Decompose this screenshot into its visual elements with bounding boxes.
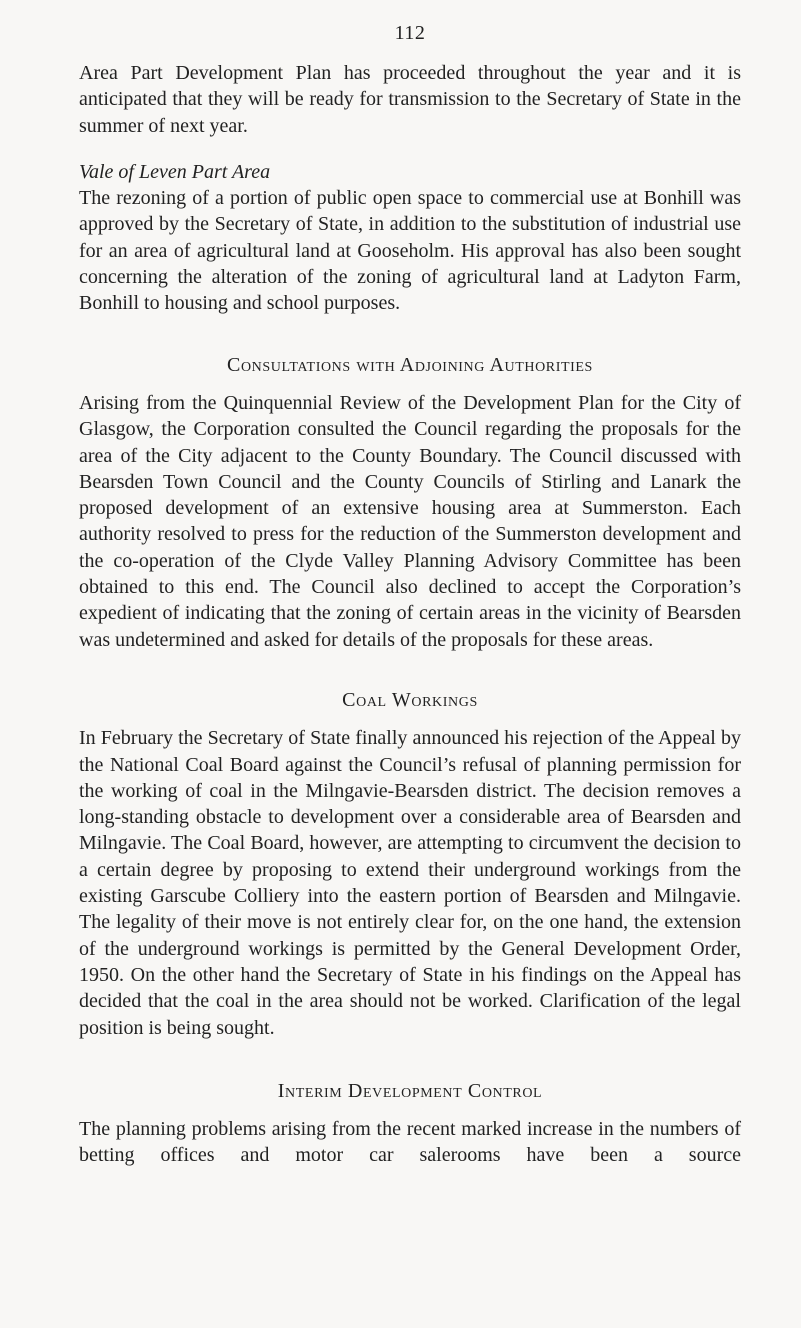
- consultations-paragraph: Arising from the Quinquennial Review of the Development Plan for the City of Glasgow, the Corporation consulted the Council regarding the proposals for the area of the City adjacent to the County Boundary. The Council discussed with Bearsden Town Council and the County Councils of Stirling and Lanark the proposed development of an extensive housing area at Summerston. Each authority resolved to press for the reduction of the Summerston development and the co-operation of the Clyde Valley Planning Advisory Committee has been obtained to this end. The Council also declined to accept the Corporation’s expedient of indicating that the zoning of certain areas in the vicinity of Bearsden was undetermined and asked for details of the proposals for these areas.: [79, 391, 741, 651]
- interim-development-control-heading: Interim Development Control: [277, 1079, 543, 1102]
- page-number: 112: [394, 22, 426, 44]
- page-body: [79, 60, 741, 1169]
- coal-workings-paragraph: In February the Secretary of State finally announced his rejection of the Appeal by the National Coal Board against the Council’s refusal of planning permission for the working of coal in the Milngavie-Bearsden district. The decision removes a long-standing obstacle to development over a considerable area of Bearsden and Milngavie. The Coal Board, however, are attempting to circumvent the decision to a certain degree by proposing to extend their underground workings from the existing Garscube Colliery into the eastern portion of Bearsden and Milngavie. The legality of their move is not entirely clear for, on the one hand, the extension of the underground workings is permitted by the General Development Order, 1950. On the other hand the Secretary of State in his findings on the Appeal has decided that the coal in the area should not be worked. Clarification of the legal position is being sought.: [79, 727, 741, 1039]
- interim-development-control-paragraph: The planning problems arising from the recent marked increase in the numbers of betting offices and motor car salerooms have been a source: [79, 1118, 741, 1167]
- vale-of-leven-paragraph: The rezoning of a portion of public open space to commercial use at Bonhill was approved by the Secretary of State, in addition to the substitution of industrial use for an area of agricultural land at Gooseholm. His approval has also been sought concerning the alteration of the zoning of agricultural land at Ladyton Farm, Bonhill to housing and school purposes.: [79, 187, 741, 315]
- coal-workings-heading: Coal Workings: [342, 688, 478, 711]
- consultations-heading: Consultations with Adjoining Authorities: [227, 353, 593, 376]
- intro-paragraph: Area Part Development Plan has proceeded throughout the year and it is anticipated that they will be ready for transmission to the Secretary of State in the summer of next year.: [79, 62, 741, 137]
- vale-of-leven-subheading: Vale of Leven Part Area: [79, 160, 271, 183]
